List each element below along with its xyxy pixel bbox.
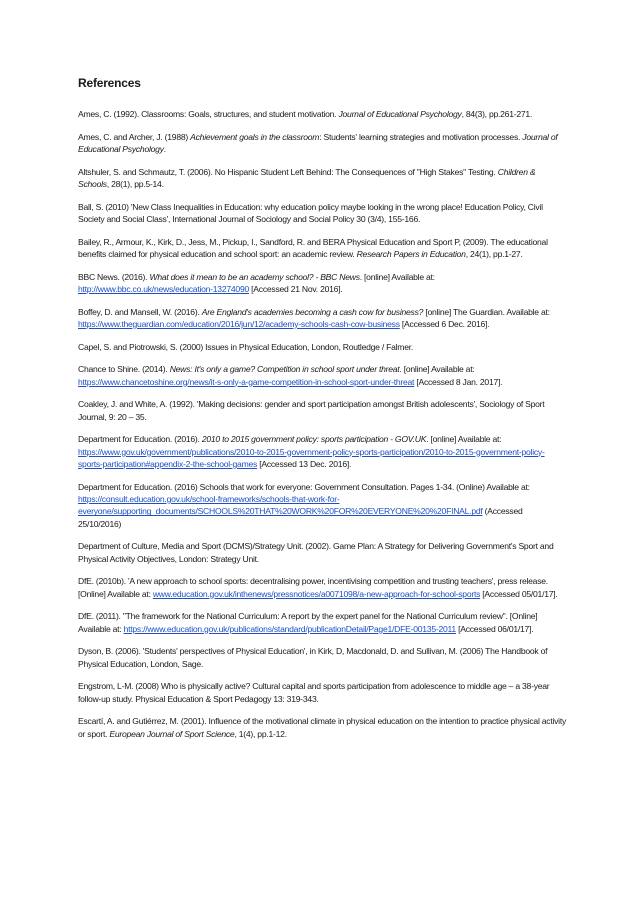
reference-entry <box>78 306 566 331</box>
references-heading: References <box>78 76 141 90</box>
reference-link[interactable]: www.education.gov.uk/inthenews/pressnotices/a0071098/a-new-approach-for-school-sports <box>152 588 481 599</box>
reference-text: DfE. (2011). "The framework for the National Curriculum: A report by the expert panel for the National Curriculum review''. [Online] Available at: <box>78 611 538 634</box>
reference-entry <box>78 131 566 156</box>
reference-text: : Students' learning strategies and motivation processes. <box>319 131 523 142</box>
reference-title: European Journal of Sport Science <box>109 728 235 739</box>
reference-text: Boffey, D. and Mansell, W. (2016). <box>78 306 202 317</box>
reference-text: , 24(1), pp.1-27. <box>465 249 523 259</box>
reference-entry <box>78 540 566 565</box>
reference-entry <box>78 680 566 705</box>
reference-entry <box>78 575 566 600</box>
reference-link[interactable]: http://www.bbc.co.uk/news/education-13274090 <box>78 284 250 294</box>
reference-text: Department of Culture, Media and Sport (DCMS)/Strategy Unit. (2002). Game Plan: A Strategy for Delivering Government's Sport and Physical Activity Objectives, London: Strategy Unit. <box>78 541 554 564</box>
reference-entry <box>78 341 566 353</box>
reference-entry <box>78 108 566 120</box>
reference-text: Coakley, J. and White, A. (1992). 'Making decisions: gender and sport participation amongst British adolescents', Sociology of Sport Journal, 9: 20 – 35. <box>78 399 545 422</box>
reference-text: Engstrom, L-M. (2008) Who is physically active? Cultural capital and sports participation from adolescence to middle age – a 38-year follow-up study. Physical Education & Sport Pedagogy 13: 319-343. <box>78 681 550 704</box>
reference-text: Capel, S. and Piotrowski, S. (2000) Issues in Physical Education, London, Routledge / Falmer. <box>78 341 414 352</box>
reference-text: . [online] Available at: <box>399 364 475 375</box>
reference-link[interactable]: https://www.theguardian.com/education/2016/jun/12/academy-schools-cash-cow-business <box>78 319 400 329</box>
reference-entry <box>78 645 566 670</box>
reference-text: [Accessed 13 Dec. 2016]. <box>257 459 352 469</box>
reference-title: 2010 to 2015 government policy: sports participation - GOV.UK <box>201 434 427 445</box>
reference-entry <box>78 398 566 423</box>
reference-entry <box>78 610 566 635</box>
reference-entry <box>78 201 566 226</box>
reference-entry <box>78 236 566 261</box>
reference-text: Chance to Shine. (2014). <box>78 364 170 375</box>
reference-title: Children & Schools <box>78 166 536 189</box>
reference-list <box>78 108 566 750</box>
reference-text: Ames, C. and Archer, J. (1988) <box>78 131 191 142</box>
reference-title: Journal of Educational Psychology <box>78 131 558 154</box>
reference-link[interactable]: https://consult.education.gov.uk/school-frameworks/schools-that-work-for-everyone/supporting_documents/SCHOOLS%20THAT%20WORK%20FOR%20EVERYONE%20%20FINAL.pdf <box>78 494 483 517</box>
reference-text: Dyson, B. (2006). 'Students' perspectives of Physical Education', in Kirk, D, Macdonald, D. and Sullivan, M. (2006) The Handbook of Physical Education, London, Sage. <box>78 646 548 669</box>
reference-title: Are England's academies becoming a cash cow for business? <box>201 306 424 317</box>
reference-title: Journal of Educational Psychology <box>338 109 462 119</box>
reference-text: . <box>163 144 166 154</box>
reference-entry <box>78 715 566 740</box>
reference-text: BBC News. (2016). <box>78 271 150 282</box>
reference-link[interactable]: https://www.chancetoshine.org/news/it-s-only-a-game-competition-in-school-sport-under-threat <box>78 376 415 387</box>
reference-text: [Accessed 21 Nov. 2016]. <box>249 284 343 294</box>
reference-entry <box>78 481 566 531</box>
reference-title: Achievement goals in the classroom <box>190 131 320 142</box>
reference-text: Department for Education. (2016). <box>78 434 202 445</box>
reference-text: , 84(3), pp.261-271. <box>461 109 533 119</box>
reference-text: [Accessed 6 Dec. 2016]. <box>399 319 490 329</box>
reference-title: Research Papers in Education <box>356 249 466 259</box>
reference-text: DfE. (2010b). 'A new approach to school sports: decentralising power, incentivising competition and trusting teachers', press release. [Online] Available at: <box>78 576 548 599</box>
reference-link[interactable]: https://www.gov.uk/government/publications/2010-to-2015-government-policy-sports-participation/2010-to-2015-government-policy-sports-participation#appendix-2-the-school-games <box>78 446 545 469</box>
reference-text: , 1(4), pp.1-12. <box>234 728 287 739</box>
reference-entry <box>78 433 566 470</box>
reference-text: [Accessed 8 Jan. 2017]. <box>414 376 503 387</box>
reference-entry <box>78 363 566 388</box>
reference-text: Escartí, A. and Gutiérrez, M. (2001). Influence of the motivational climate in physical education on the intention to practice physical activity or sport. <box>78 716 567 739</box>
reference-text: [Accessed 05/01/17]. <box>480 588 558 599</box>
reference-text: Department for Education. (2016) Schools that work for everyone: Government Consultation. Pages 1-34. (Online) Available at: <box>78 481 530 492</box>
reference-text: Ball, S. (2010) 'New Class Inequalities in Education: why education policy maybe looking in the wrong place! Education Policy, Civil Society and Social Class', International Journal of Sociology and Social Policy 30 (3/4), 155-166. <box>78 201 543 224</box>
reference-text: (Accessed 25/10/2016) <box>78 506 523 529</box>
reference-text: Altshuler, S. and Schmautz, T. (2006). No Hispanic Student Left Behind: The Consequences of "High Stakes" Testing. <box>78 166 498 177</box>
reference-entry <box>78 271 566 296</box>
reference-text: [online] The Guardian. Available at: <box>423 306 550 317</box>
reference-link[interactable]: https://www.education.gov.uk/publications/standard/publicationDetail/Page1/DFE-00135-2011 <box>123 623 456 634</box>
reference-title: What does it mean to be an academy school? - BBC News <box>149 271 360 282</box>
reference-text: [Accessed 06/01/17]. <box>455 623 534 634</box>
reference-text: Ames, C. (1992). Classrooms: Goals, structures, and student motivation. <box>78 109 339 119</box>
reference-text: Bailey, R., Armour, K., Kirk, D., Jess, M., Pickup, I., Sandford, R. and BERA Physical Education and Sport P, (2009). The educational benefits claimed for physical education and school sport: an academic review. <box>78 236 548 259</box>
reference-text: . [online] Available at: <box>426 434 502 445</box>
reference-entry <box>78 166 566 191</box>
reference-text: , 28(1), pp.5-14. <box>106 179 164 189</box>
reference-text: . [online] Available at: <box>359 271 435 282</box>
reference-title: News: It's only a game? Competition in school sport under threat <box>169 364 400 375</box>
